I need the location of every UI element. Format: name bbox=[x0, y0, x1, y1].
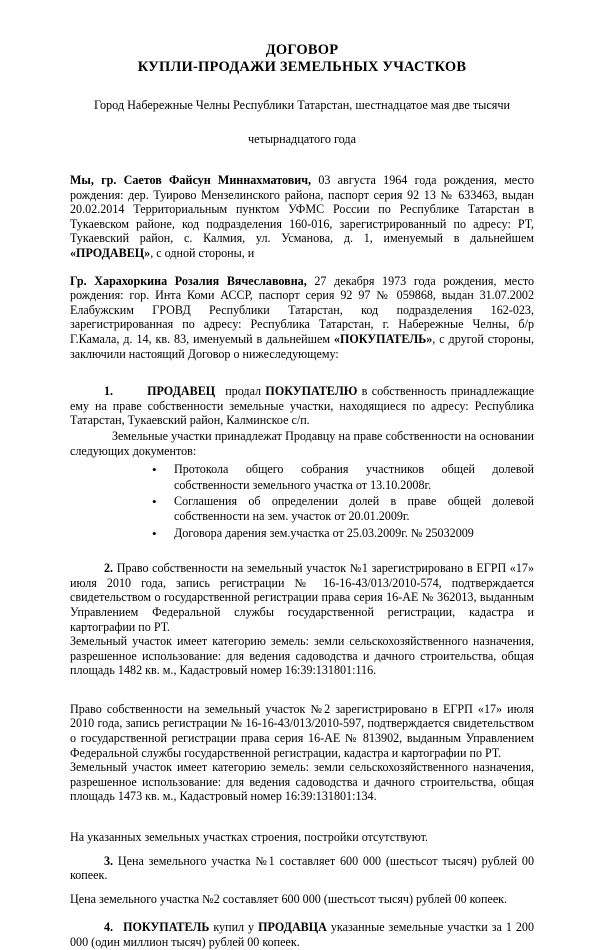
clause-1-seller-label: ПРОДАВЕЦ bbox=[147, 384, 216, 399]
seller-paragraph bbox=[70, 173, 534, 261]
list-item bbox=[152, 493, 534, 525]
buyer-paragraph bbox=[70, 274, 534, 362]
clause-3-number: 3. bbox=[104, 853, 114, 868]
ownership-documents-list bbox=[70, 462, 534, 541]
seller-tail: , с одной стороны, и bbox=[150, 245, 255, 260]
clause-4-text: указанные земельные участки за 1 200 000 (один миллион тысяч) рублей 00 копеек. bbox=[70, 920, 534, 949]
document-title-line-2: КУПЛИ-ПРОДАЖИ ЗЕМЕЛЬНЫХ УЧАСТКОВ bbox=[137, 59, 467, 75]
clause-3-paragraph bbox=[70, 854, 534, 883]
no-buildings-paragraph: На указанных земельных участках строения, постройки отсутствуют. bbox=[70, 830, 428, 845]
clause-2-paragraph bbox=[70, 561, 534, 634]
clause-4-mid-text: купил у bbox=[209, 920, 259, 935]
seller-details: 03 августа 1964 года рождения, место рождения: дер. Туирово Мензелинского района, паспорт серия 92 13 № 633463, выдан 20.02.2014 Территориальным пунктом УФМС России по Республике Татарстан в Тукаевском районе, код подразделения 160-016, зарегистрированный по адресу: РТ, Тукаевский район, с. Калмия, ул. Усманова, д. 1, именуемый в дальнейшем bbox=[70, 173, 535, 246]
list-item bbox=[152, 462, 534, 493]
seller-name: Мы, гр. Саетов Файсун Миннахматович, bbox=[70, 173, 312, 187]
buyer-tail: , с другой стороны, заключили настоящий Договор о нижеследующему: bbox=[70, 331, 534, 361]
list-item bbox=[152, 525, 534, 541]
clause-4-number: 4. bbox=[104, 920, 114, 935]
seller-role-label: «ПРОДАВЕЦ» bbox=[70, 245, 151, 260]
plot-2-price-paragraph: Цена земельного участка №2 составляет 600 000 (шестьсот тысяч) рублей 00 копеек. bbox=[70, 891, 508, 906]
clause-1-buyer-label: ПОКУПАТЕЛЮ bbox=[265, 384, 358, 399]
clause-1-number: 1. bbox=[104, 384, 114, 399]
clause-4-buyer-label: ПОКУПАТЕЛЬ bbox=[123, 920, 210, 935]
document-place-line: Город Набережные Челны Республики Татарстан, шестнадцатое мая две тысячи bbox=[93, 98, 511, 112]
ownership-basis-paragraph: Земельные участки принадлежат Продавцу на праве собственности на основании следующих документов: bbox=[70, 428, 534, 458]
clause-4-seller-label: ПРОДАВЦА bbox=[258, 920, 327, 935]
bullet-icon: • bbox=[152, 525, 157, 541]
clause-1-text: в собственность принадлежащие ему на праве собственности земельные участки, находящиеся по адресу: Республика Татарстан, Тукаевский район, Калминское с/п. bbox=[70, 384, 534, 428]
clause-1-mid-text: продал bbox=[225, 384, 266, 399]
document-title-block bbox=[70, 0, 534, 147]
document-content bbox=[70, 0, 534, 950]
buyer-name: Гр. Харахоркина Розалия Вячеславовна, bbox=[70, 273, 307, 288]
clause-2-text: Право собственности на земельный участок №1 зарегистрировано в ЕГРП «17» июля 2010 года, запись регистрации № 16-16-43/013/2010-574, подтверждается свидетельством о государственной регистрации права серия 16-АЕ № 362013, выданным Управлением Федеральной службы государственной регистрации, кадастра и картографии по РТ. bbox=[70, 561, 534, 634]
buyer-role-label: «ПОКУПАТЕЛЬ» bbox=[333, 331, 433, 346]
clause-3-text: Цена земельного участка №1 составляет 600 000 (шестьсот тысяч) рублей 00 копеек. bbox=[70, 853, 534, 883]
clause-1-paragraph bbox=[70, 384, 534, 428]
list-item-text: Соглашения об определении долей в праве общей долевой собственности на зем. участок от 20.01.2009г. bbox=[174, 493, 534, 524]
clause-2-number: 2. bbox=[104, 561, 114, 576]
list-item-text: Протокола общего собрания участников общей долевой собственности земельного участка от 13.10.2008г. bbox=[174, 462, 534, 492]
clause-4-paragraph bbox=[70, 920, 534, 949]
buyer-details: 27 декабря 1973 года рождения, место рождения: гор. Инта Коми АССР, паспорт серия 92 97 № 059868, выдан 31.07.2002 Елабужским ГРОВД Республики Татарстан, код подразделения 162-023, зарегистрированная по адресу: Республика Татарстан, г. Набережные Челны, б/р Г.Камала, д. 14, кв. 83, именуемый в дальнейшем bbox=[70, 273, 534, 346]
bullet-icon: • bbox=[152, 462, 157, 478]
document-year-line: четырнадцатого года bbox=[247, 132, 357, 146]
plot-1-description: Земельный участок имеет категорию земель: земли сельскохозяйственного назначения, разрешенное использование: для ведения садоводства и дачного строительства, общая площадь 1482 кв. м., Кадастровый номер 16:39:131801:116. bbox=[70, 634, 534, 678]
plot-2-registration-paragraph: Право собственности на земельный участок №2 зарегистрировано в ЕГРП «17» июля 2010 года, запись регистрации № 16-16-43/013/2010-597, подтверждается свидетельством о государственной регистрации права серия 16-АЕ № 813902, выданным Управлением Федеральной службы государственной регистрации, кадастра и картографии по РТ. bbox=[70, 701, 534, 760]
document-title-line-1: ДОГОВОР bbox=[265, 42, 339, 58]
bullet-icon: • bbox=[152, 493, 157, 509]
plot-2-description: Земельный участок имеет категорию земель: земли сельскохозяйственного назначения, разрешенное использование: для ведения садоводства и дачного строительства, общая площадь 1473 кв. м., Кадастровый номер 16:39:131801:134. bbox=[70, 760, 534, 804]
list-item-text: Договора дарения зем.участка от 25.03.2009г. № 25032009 bbox=[174, 525, 474, 540]
